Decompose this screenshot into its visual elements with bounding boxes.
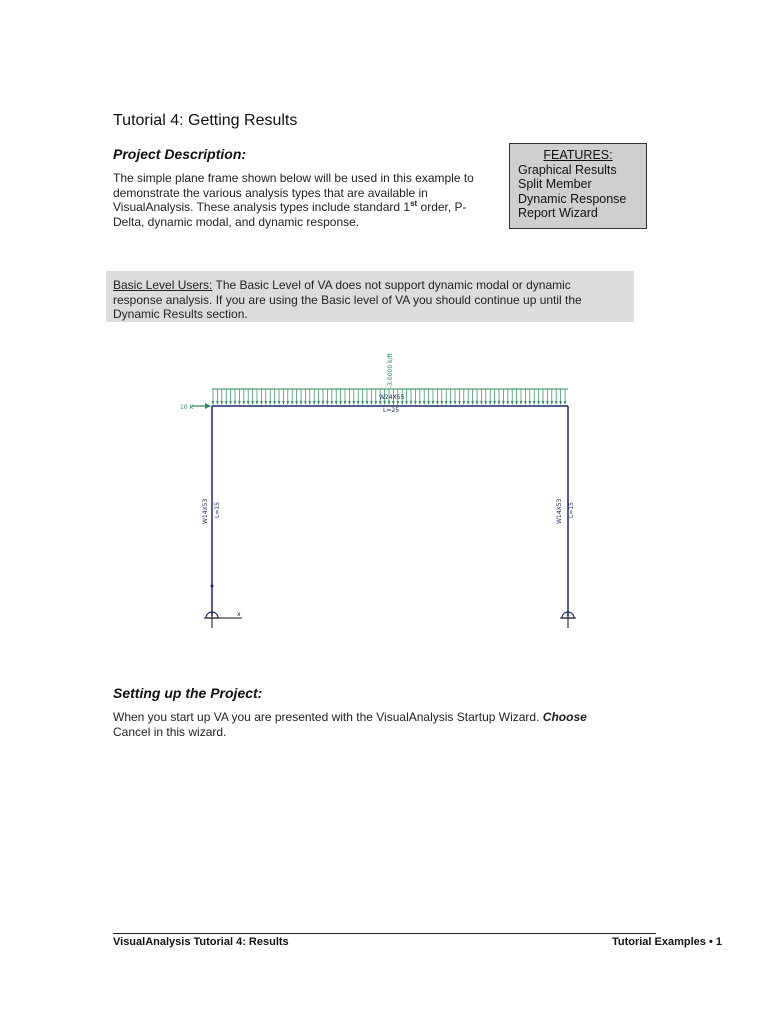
project-line-4: Delta, dynamic modal, and dynamic response. [113,214,360,229]
load-arrowhead [397,401,400,405]
load-arrowhead [392,401,395,405]
load-arrowhead [489,401,492,405]
load-arrowhead [309,401,312,405]
load-arrowhead [537,401,540,405]
load-arrowhead [216,401,219,405]
page-title: Tutorial 4: Getting Results [113,112,298,129]
feature-item: Report Wizard [518,206,598,220]
load-arrowhead [414,401,417,405]
load-arrowhead [467,401,470,405]
footer-right: Tutorial Examples • 1 [611,936,722,948]
load-arrowhead [419,401,422,405]
load-arrowhead [251,401,254,405]
load-arrowhead [449,401,452,405]
load-arrowhead [502,401,505,405]
load-arrowhead [542,401,545,405]
setup-text [113,710,633,739]
load-arrowhead [221,401,224,405]
setup-text-2: Cancel in this wizard. [113,724,227,739]
load-arrowhead [243,401,246,405]
axis-x-label: x [237,611,241,618]
load-arrowhead [348,401,351,405]
load-arrowhead [559,401,562,405]
load-arrowhead [520,401,523,405]
load-arrowhead [370,401,373,405]
left-column-section-label: W14X53 [202,498,209,524]
features-heading: FEATURES: [543,148,613,162]
load-arrowhead [353,401,356,405]
load-arrowhead [463,401,466,405]
load-arrowhead [529,401,532,405]
load-arrowhead [405,401,408,405]
note-line-3: Dynamic Results section. [113,307,248,321]
load-arrowhead [366,401,369,405]
load-arrowhead [291,401,294,405]
project-line-3: VisualAnalysis. These analysis types include standard 1st order, P- [113,199,467,214]
right-column-length-label: L=15 [568,501,575,518]
load-arrowhead [317,401,320,405]
note-line-2: response analysis. If you are using the Basic level of VA you should continue up until the [113,292,582,307]
right-pin-support [560,612,576,628]
load-arrowhead [322,401,325,405]
load-arrowhead [546,401,549,405]
load-arrowhead [480,401,483,405]
project-line-2: demonstrate the various analysis types that are available in [113,185,428,200]
load-arrowhead [551,401,554,405]
load-arrowhead [423,401,426,405]
superscript-st: st [410,199,418,208]
setup-choose: Choose [542,710,587,724]
load-arrowhead [273,401,276,405]
load-arrowhead [229,401,232,405]
load-arrowhead [441,401,444,405]
mid-node [211,585,214,588]
load-arrowhead [282,401,285,405]
footer-left: VisualAnalysis Tutorial 4: Results [113,936,289,948]
load-arrowhead [295,401,298,405]
project-description-heading: Project Description: [113,146,247,162]
load-arrowhead [265,401,268,405]
beam-length-label: L=25 [383,407,400,414]
load-arrowhead [388,401,391,405]
load-arrowhead [555,401,558,405]
load-arrowhead [357,401,360,405]
load-arrowhead [287,401,290,405]
load-arrowhead [247,401,250,405]
load-arrowhead [234,401,237,405]
load-arrowhead [225,401,228,405]
load-arrowhead [445,401,448,405]
load-arrowhead [476,401,479,405]
load-arrowhead [432,401,435,405]
load-arrowhead [498,401,501,405]
load-arrowhead [278,401,281,405]
load-arrowhead [344,401,347,405]
load-arrowhead [335,401,338,405]
note-line-1: The Basic Level of VA does not support dynamic modal or dynamic [212,278,571,292]
load-arrowhead [493,401,496,405]
load-arrowhead [339,401,342,405]
load-arrowhead [375,401,378,405]
load-arrowhead [524,401,527,405]
load-arrowhead [515,401,518,405]
load-arrowhead [507,401,510,405]
load-arrowhead [260,401,263,405]
load-arrowhead [410,401,413,405]
load-arrowhead [331,401,334,405]
load-arrowhead [458,401,461,405]
load-arrowhead [454,401,457,405]
load-arrowhead [511,401,514,405]
feature-item: Dynamic Response [518,191,627,206]
point-load-arrowhead [205,403,211,409]
load-arrowhead [379,401,382,405]
feature-item: Graphical Results [518,162,617,177]
load-arrowhead [313,401,316,405]
load-arrowhead [256,401,259,405]
load-arrowhead [269,401,272,405]
setup-text-1: When you start up VA you are presented with the VisualAnalysis Startup Wizard. [113,710,543,724]
load-arrowhead [533,401,536,405]
left-column-length-label: L=15 [214,501,221,518]
load-arrowhead [212,401,215,405]
left-pin-support [204,611,242,628]
load-arrowhead [238,401,241,405]
load-arrowhead [401,401,404,405]
load-arrowhead [471,401,474,405]
footer-rule [113,933,656,934]
load-arrowhead [326,401,329,405]
load-arrowhead [383,401,386,405]
load-arrowhead [427,401,430,405]
distributed-load-label: -3.0000 k/ft [387,353,394,388]
right-column-section-label: W14X53 [556,498,563,524]
project-line-1: The simple plane frame shown below will be used in this example to [113,171,474,185]
beam-section-label: W24X55 [379,394,405,401]
load-arrowhead [485,401,488,405]
point-load-label: 10 K [180,404,194,411]
load-arrowhead [304,401,307,405]
load-arrowhead [564,401,567,405]
feature-item: Split Member [518,177,592,191]
load-arrowhead [361,401,364,405]
load-arrowhead [300,401,303,405]
note-label: Basic Level Users: [113,278,213,292]
setup-heading: Setting up the Project: [113,685,263,701]
load-arrowhead [436,401,439,405]
